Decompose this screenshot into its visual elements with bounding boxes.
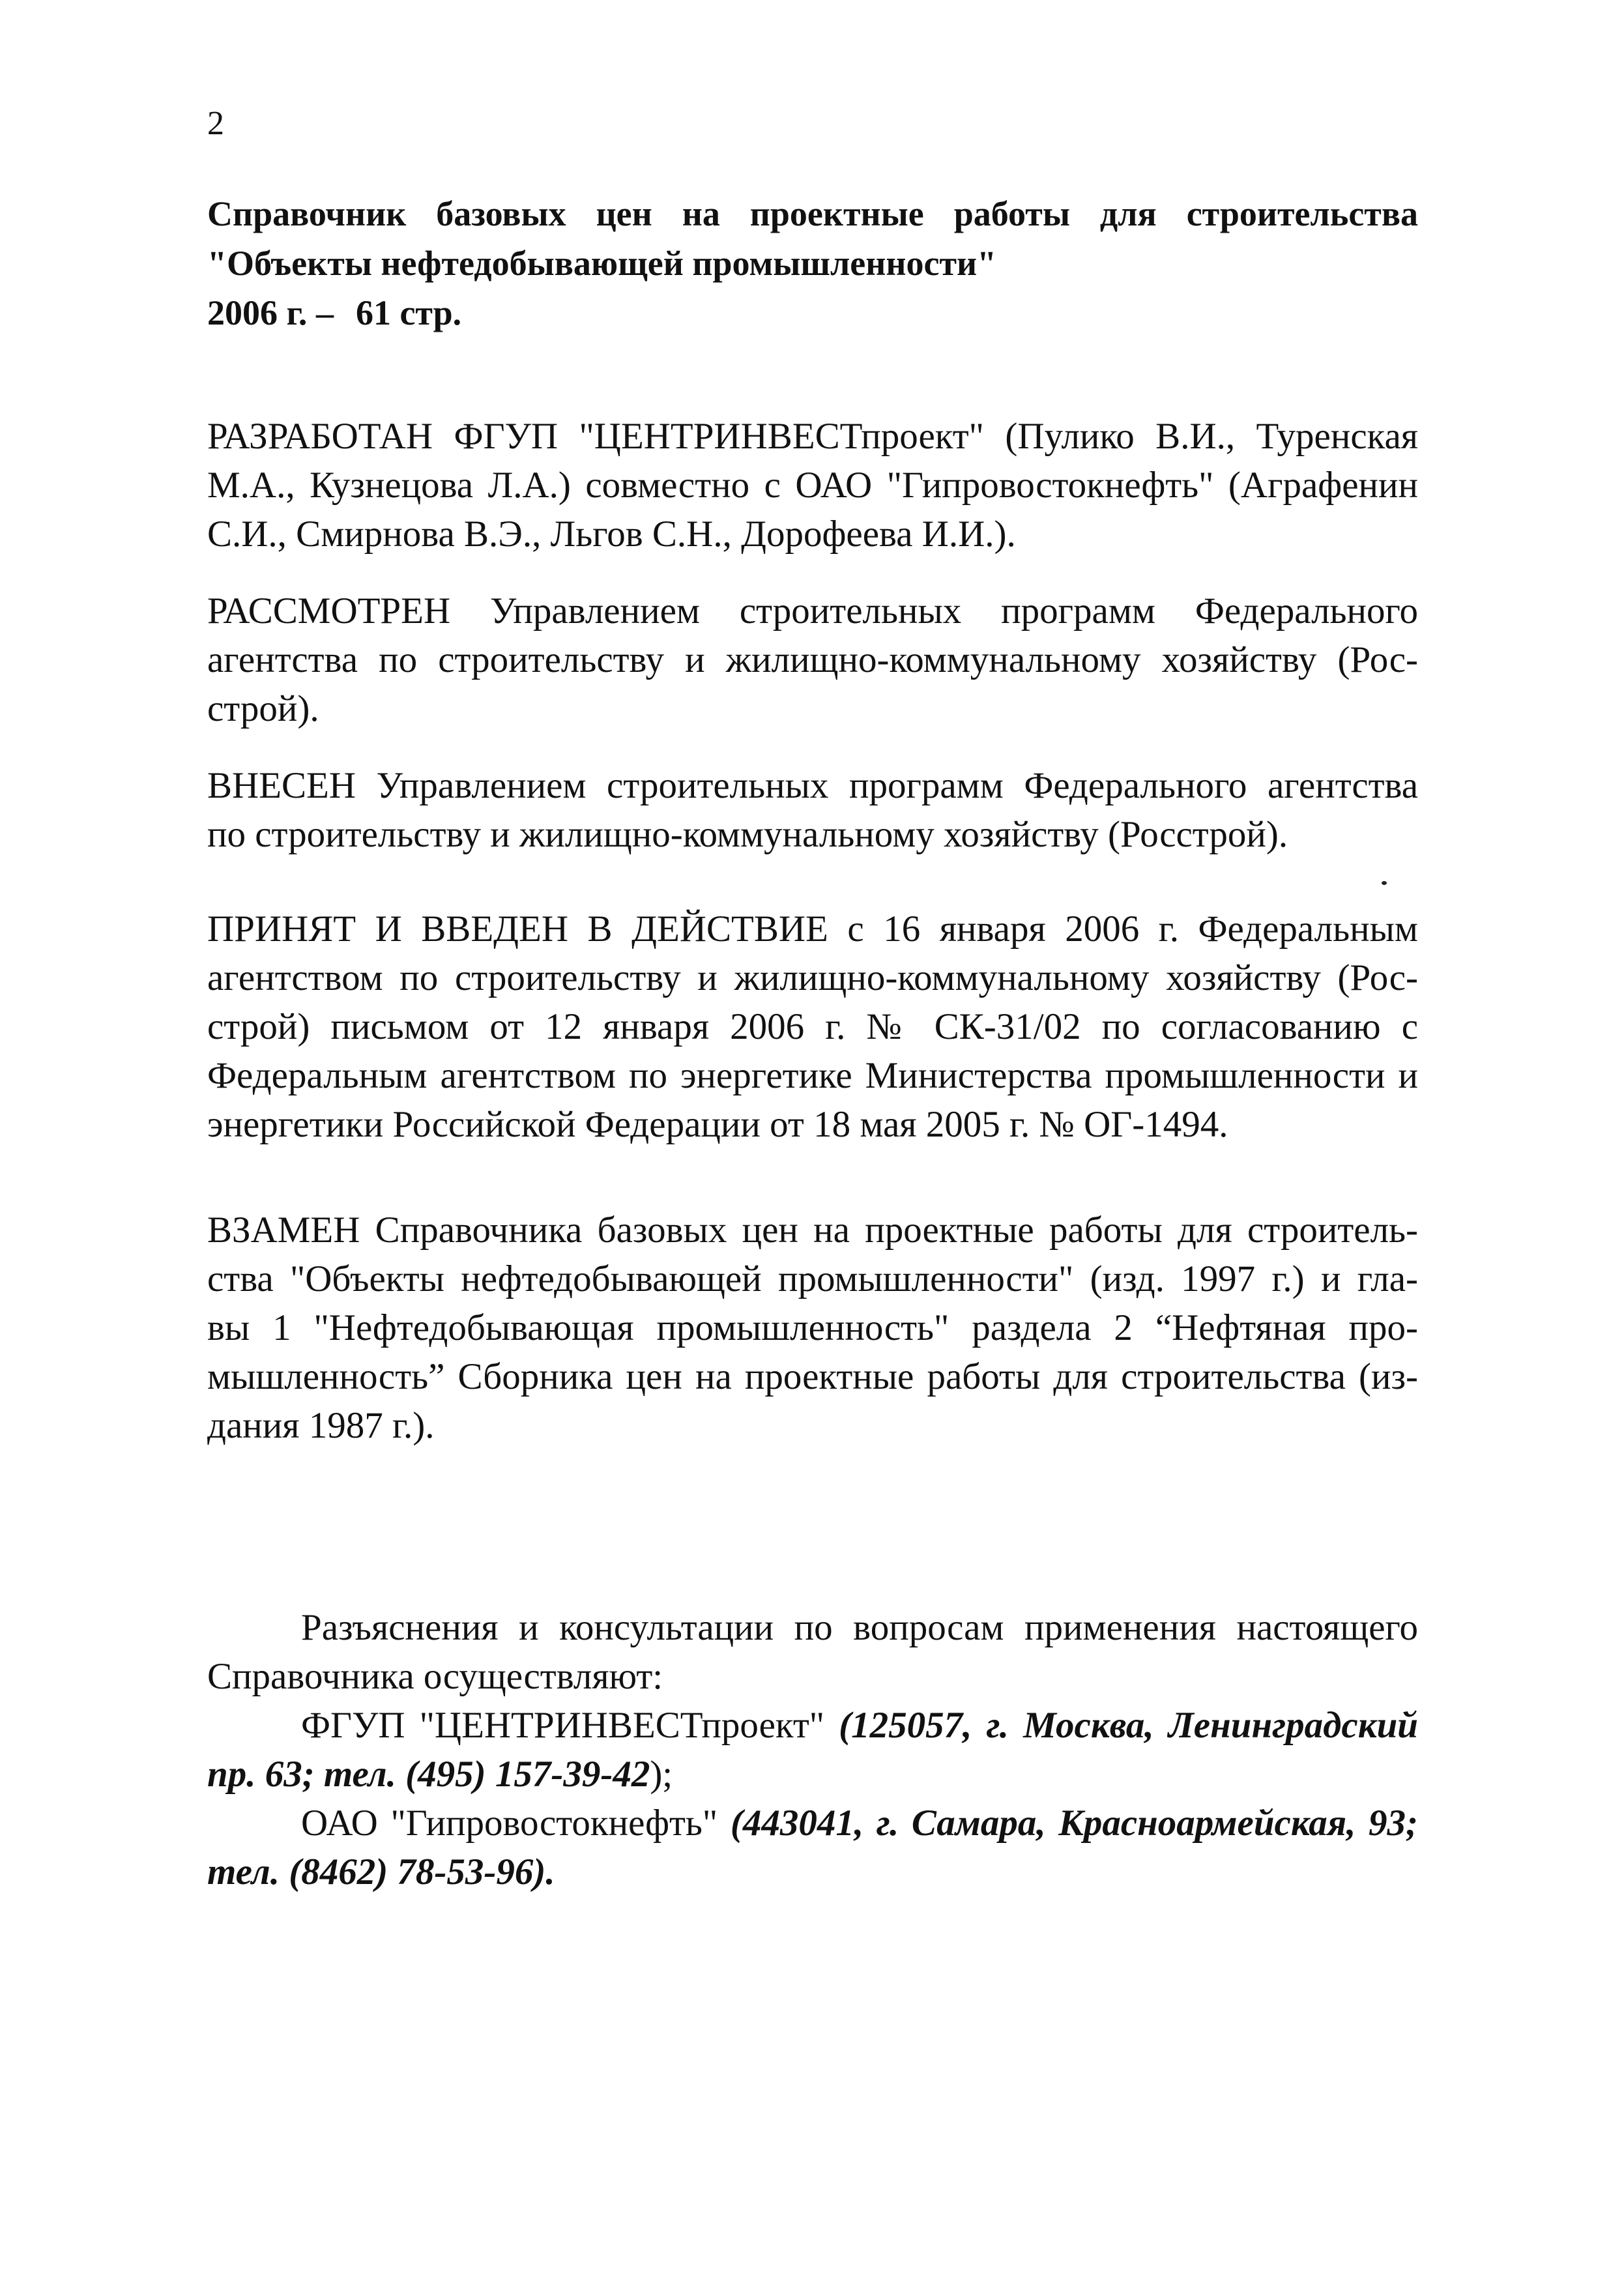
prinyat-line-4: Федеральным агентством по энергетике Министерства промышленности и (207, 1055, 1418, 1096)
page-number: 2 (207, 105, 224, 142)
vzamen-line-2: ства "Объекты нефтедобывающей промышленности" (изд. 1997 г.) и гла- (207, 1258, 1418, 1299)
vzamen-line-3: вы 1 "Нефтедобывающая промышленность" раздела 2 “Нефтяная про- (207, 1307, 1418, 1348)
vnesen-line-2: по строительству и жилищно-коммунальному хозяйству (Росстрой). (207, 814, 1288, 855)
contacts-org1-line-2 (207, 1750, 1418, 1799)
paragraph-razrabotan (207, 412, 1418, 558)
prinyat-line-3: строй) письмом от 12 января 2006 г. № СК-31/02 по согласованию с (207, 1006, 1418, 1047)
rassmotren-line-2: агентства по строительству и жилищно-коммунальному хозяйству (Рос- (207, 639, 1418, 680)
contacts-org2-line-2 (207, 1848, 1418, 1896)
org1-name: ФГУП "ЦЕНТРИНВЕСТпроект" (301, 1705, 825, 1746)
title-line-1: Справочник базовых цен на проектные работы для строительства (207, 194, 1418, 233)
document-title (207, 189, 1418, 338)
razrabotan-line-1: РАЗРАБОТАН ФГУП "ЦЕНТРИНВЕСТпроект" (Пулико В.И., Туренская (207, 416, 1418, 457)
org2-address: (443041, г. Самара, Красноармейская, 93; (730, 1803, 1419, 1844)
org1-phone: пр. 63; тел. (495) 157-39-42 (207, 1754, 650, 1795)
rassmotren-line-1: РАССМОТРЕН Управлением строительных программ Федерального (207, 590, 1418, 631)
paragraph-contacts (207, 1603, 1418, 1896)
org2-phone: тел. (8462) 78-53-96). (207, 1851, 555, 1892)
title-pages: 61 стр. (355, 293, 462, 332)
contacts-line-1: Разъяснения и консультации по вопросам применения настоящего (301, 1607, 1418, 1648)
org1-tail: ); (650, 1754, 673, 1795)
org1-address: (125057, г. Москва, Ленинградский (839, 1705, 1419, 1746)
razrabotan-line-2: М.А., Кузнецова Л.А.) совместно с ОАО "Гипровостокнефть" (Аграфенин (207, 465, 1418, 506)
contacts-line-2: Справочника осуществляют: (207, 1656, 663, 1697)
vzamen-line-4: мышленность” Сборника цен на проектные работы для строительства (из- (207, 1356, 1418, 1397)
paragraph-vzamen (207, 1206, 1418, 1450)
vzamen-line-5: дания 1987 г.). (207, 1405, 435, 1446)
org2-name: ОАО "Гипровостокнефть" (301, 1803, 718, 1844)
paragraph-vnesen (207, 761, 1418, 859)
contacts-org2-line (207, 1799, 1418, 1848)
title-year-pages (207, 288, 1418, 338)
title-dash: – (315, 293, 334, 332)
title-year: 2006 г. (207, 293, 308, 332)
rassmotren-line-3: строй). (207, 688, 319, 729)
title-line-2: "Объекты нефтедобывающей промышленности" (207, 244, 997, 283)
vnesen-line-1: ВНЕСЕН Управлением строительных программ Федерального агентства (207, 765, 1418, 806)
razrabotan-line-3: С.И., Смирнова В.Э., Льгов С.Н., Дорофеева И.И.). (207, 514, 1016, 555)
prinyat-line-5: энергетики Российской Федерации от 18 мая 2005 г. № ОГ-1494. (207, 1104, 1228, 1145)
vzamen-line-1: ВЗАМЕН Справочника базовых цен на проектные работы для строитель- (207, 1210, 1418, 1251)
paragraph-rassmotren (207, 587, 1418, 733)
contacts-org1-line (207, 1701, 1418, 1750)
paragraph-prinyat (207, 905, 1418, 1149)
prinyat-line-1: ПРИНЯТ И ВВЕДЕН В ДЕЙСТВИЕ с 16 января 2006 г. Федеральным (207, 908, 1418, 949)
prinyat-line-2: агентством по строительству и жилищно-коммунальному хозяйству (Рос- (207, 957, 1418, 998)
scan-speck (1382, 881, 1387, 885)
